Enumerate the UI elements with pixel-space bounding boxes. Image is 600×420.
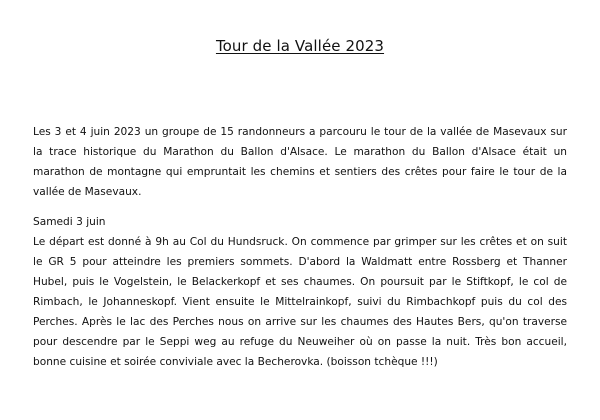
section-heading: Samedi 3 juin [33, 216, 106, 228]
intro-paragraph: Les 3 et 4 juin 2023 un groupe de 15 randonneurs a parcouru le tour de la vallée de Masevaux sur la trace historique du Marathon du Ballon d'Alsace. Le marathon du Ballon d'Alsace était un marathon de montagne qui empruntait les chemins et sentiers des crêtes pour faire le tour de la vallée de Masevaux. [33, 126, 567, 198]
section-paragraph: Le départ est donné à 9h au Col du Hundsruck. On commence par grimper sur les crêtes et on suit le GR 5 pour atteindre les premiers sommets. D'abord la Waldmatt entre Rossberg et Thanner Hubel, puis le Vogelstein, le Belackerkopf et ses chaumes. On poursuit par le Stiftkopf, le col de Rimbach, le Johanneskopf. Vient ensuite le Mittelrainkopf, suivi du Rimbachkopf puis du col des Perches. Après le lac des Perches nous on arrive sur les chaumes des Hautes Bers, qu'on traverse pour descendre par le Seppi weg au refuge du Neuweiher où on passe la nuit. Très bon accueil, bonne cuisine et soirée conviviale avec la Becherovka. (boisson tchèque !!!) [33, 236, 567, 368]
document-title: Tour de la Vallée 2023 [215, 37, 385, 55]
